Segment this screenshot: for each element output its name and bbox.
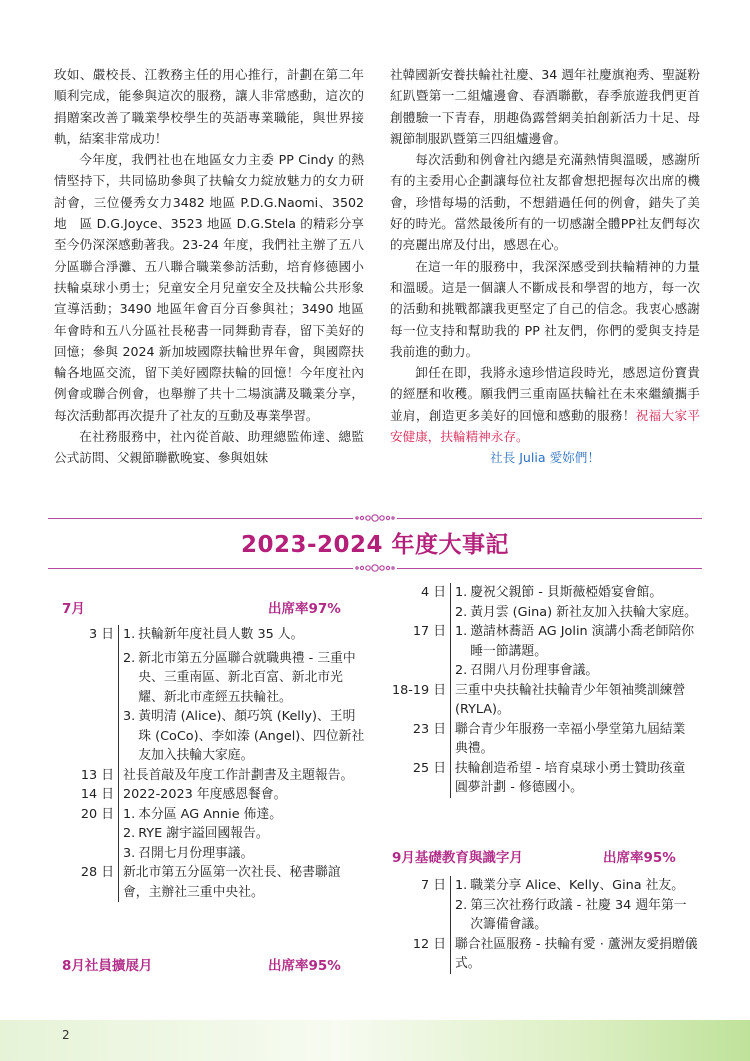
- event-item: [455, 759, 698, 798]
- event-day: 17 日: [412, 624, 446, 639]
- event-day: 4 日: [420, 585, 446, 600]
- event-row: [60, 766, 366, 786]
- item-text: RYE 謝宇謚回國報告。: [138, 826, 269, 841]
- event-day: 12 日: [412, 936, 446, 952]
- event-item: [455, 603, 698, 623]
- paragraph: 在這一年的服務中，我深深感受到扶輪精神的力量和溫暖。這是一個讓人不斷成長和學習的地方，每一次的活動和挑戰都讓我更堅定了自己的信念。我衷心感謝每一位支持和幫助我的 PP 社友們，你們的愛與支持是我前進的動力。: [390, 258, 700, 359]
- item-text: 第三次社務行政議 - 社慶 34 週年第一次籌備會議。: [470, 897, 687, 932]
- event-day: 23 日: [412, 721, 446, 737]
- event-body: [118, 863, 366, 902]
- event-day: 13 日: [80, 767, 114, 783]
- event-row: [60, 625, 366, 766]
- event-row: [60, 805, 366, 864]
- ornament-icon: [353, 558, 397, 578]
- item-number: 2.: [455, 897, 468, 913]
- closing-paragraph-text: 卸任在即，我將永遠珍惜這段時光，感恩這份寶貴的經歷和收穫。願我們三重南區扶輪社在未來繼續攜手並肩，創造更多美好的回憶和感動的服務！: [390, 365, 700, 423]
- event-body: [450, 681, 698, 720]
- event-row: [392, 759, 698, 798]
- event-row: [392, 583, 698, 622]
- event-item: [123, 766, 366, 786]
- event-item: [123, 844, 366, 864]
- item-text: 本分區 AG Annie 佈達。: [138, 806, 283, 822]
- item-number: 1.: [123, 806, 136, 822]
- event-body: [118, 805, 366, 864]
- event-row: [60, 863, 366, 902]
- item-number: 1.: [455, 624, 468, 639]
- item-text: 三重中央扶輪社扶輪青少年領袖獎訓練營 (RYLA)。: [455, 682, 686, 717]
- item-number: 3.: [123, 709, 136, 724]
- signature: 社長 Julia 愛妳們！: [490, 450, 600, 466]
- event-row: [60, 785, 366, 805]
- event-item: [455, 583, 698, 603]
- item-text: 慶祝父親節 - 貝斯薇椏婚宴會館。: [470, 585, 663, 600]
- attendance-rate-september: 出席率95%: [603, 850, 676, 866]
- closing-blessing: 祝福大家平安健康，扶輪精神永存。: [390, 407, 701, 445]
- month-heading-september: 9月基礎教育與識字月: [392, 850, 523, 866]
- event-body: [450, 720, 698, 759]
- event-item: [455, 661, 698, 681]
- item-text: 新北市第五分區聯合就職典禮 - 三重中央、三重南區、新北百富、新北市光耀、新北市產經五扶輪社。: [138, 650, 356, 705]
- item-text: 邀請林蕎語 AG Jolin 演講小喬老師陪你睡一節講題。: [470, 624, 695, 659]
- event-row: [392, 720, 698, 759]
- item-text: 新北市第五分區第一次社長、秘書聯誼會，主辦社三重中央社。: [123, 865, 341, 900]
- event-body: [450, 935, 698, 974]
- item-number: 1.: [455, 585, 468, 600]
- event-item: [123, 863, 366, 902]
- item-number: 2.: [123, 650, 136, 666]
- paragraph: 每次活動和例會社內總是充滿熱情與溫暖，感謝所有的主委用心企劃讓每位社友都會想把握每次出席的機會，珍惜每場的活動，不想錯過任何的例會，錯失了美好的時光。當然最後所有的一切感謝全體PP社友們每次的亮麗出席及付出，感恩在心。: [390, 152, 700, 253]
- event-body: [450, 622, 698, 681]
- section-title-band: [48, 508, 702, 578]
- item-text: 黃月雲 (Gina) 新社友加入扶輪大家庭。: [470, 604, 697, 620]
- event-item: [123, 785, 366, 805]
- event-item: [123, 649, 366, 708]
- event-item: [455, 935, 698, 974]
- item-text: 2022-2023 年度感恩餐會。: [123, 787, 287, 802]
- item-number: 1.: [123, 627, 136, 642]
- page-number: 2: [62, 1028, 70, 1042]
- event-item: [455, 876, 698, 896]
- ornament-icon: [353, 508, 397, 528]
- item-text: 召開八月份理事會議。: [470, 663, 599, 678]
- event-body: [450, 583, 698, 622]
- paragraph: 社韓國新安養扶輪社社慶、34 週年社慶旗袍秀、聖誕粉紅趴暨第一二組爐邊會、春酒聯歡，春季旅遊我們更首創體驗一下青春，朋趣偽露營網美拍創新活力十足、母親節制服趴暨第三四組爐邊會。: [390, 67, 700, 146]
- event-item: [123, 805, 366, 825]
- event-body: [450, 759, 698, 798]
- paragraph: 在社務服務中，社內從首敲、助理總監佈達、總監公式訪問、父親節聯歡晚宴、參與姐妹: [54, 429, 364, 466]
- item-number: 1.: [455, 878, 468, 893]
- event-body: [118, 766, 366, 786]
- right-text-column: [390, 64, 700, 469]
- paragraph: 今年度，我們社也在地區女力主委 PP Cindy 的熱情堅持下，共同協助參與了扶輪女力綻放魅力的女力研討會，三位優秀女力3482 地區 P.D.G.Naomi、3502 地 區 D.G.Joyce、3523 地區 D.G.Stela 的精彩分享至今仍深深感動著我。23-24 年度，我們社主辦了五八分區聯合淨灘、五八聯合職業參訪活動，培育修德國小扶輪桌球小勇士；兒童安全月兒童安全及扶輪公共形象宣導活動；3490 地區年會百分百參與社；3490 地區年會時和五八分區社長秘書一同舞動青春，留下美好的回憶；參與 2024 新加坡國際扶輪世界年會，與國際扶輪各地區交流，留下美好國際扶輪的回憶！今年度社內例會或聯合例會，也舉辦了共十二場演講及職業分享，每次活動都再次提升了社友的互動及專業學習。: [54, 152, 364, 423]
- item-text: 聯合社區服務 - 扶輪有愛 · 蘆洲友愛捐贈儀式。: [455, 936, 698, 971]
- event-day: 25 日: [412, 760, 446, 776]
- paragraph: 玫如、嚴校長、江教務主任的用心推行，計劃在第二年順利完成，能參與這次的服務，讓人非常感動，這次的捐贈案改善了職業學校學生的英語專業職能，與世界接軌，結案非常成功！: [54, 67, 364, 146]
- event-row: [392, 681, 698, 720]
- event-item: [123, 707, 366, 766]
- section-title: 2023-2024 年度大事記: [240, 532, 510, 558]
- item-text: 職業分享 Alice、Kelly、Gina 社友。: [470, 878, 685, 893]
- event-list-august: [392, 583, 698, 798]
- event-row: [392, 876, 698, 935]
- item-text: 扶輪創造希望 - 培育桌球小勇士贊助孩童圓夢計劃 - 修德國小。: [455, 760, 686, 795]
- event-day: 20 日: [80, 806, 114, 822]
- item-text: 黃明清 (Alice)、顏巧筑 (Kelly)、王明珠 (CoCo)、李如溱 (Angel)、四位新社友加入扶輪大家庭。: [138, 709, 365, 763]
- event-row: [392, 622, 698, 681]
- event-list-july: [60, 625, 366, 902]
- item-text: 聯合青少年服務一幸福小學堂第九屆結業典禮。: [455, 721, 686, 756]
- attendance-rate-august: 出席率95%: [268, 958, 341, 974]
- item-number: 3.: [123, 845, 136, 861]
- attendance-rate-july: 出席率97%: [268, 601, 341, 617]
- event-item: [455, 681, 698, 720]
- event-day: 14 日: [80, 787, 114, 802]
- event-day: 18-19 日: [392, 682, 447, 698]
- item-text: 扶輪新年度社員人數 35 人。: [138, 627, 304, 642]
- item-number: 2.: [455, 604, 468, 620]
- event-item: [455, 622, 698, 661]
- event-row: [392, 935, 698, 974]
- event-body: [118, 625, 366, 766]
- item-number: 2.: [455, 663, 468, 678]
- left-text-column: [54, 64, 364, 469]
- event-item: [123, 824, 366, 844]
- event-day: 28 日: [80, 865, 114, 880]
- item-text: 社長首敲及年度工作計劃書及主題報告。: [123, 767, 354, 783]
- month-heading-august: 8月社員擴展月: [62, 958, 153, 974]
- paragraph: [390, 362, 700, 447]
- item-text: 召開七月份理事議。: [138, 845, 254, 861]
- event-item: [123, 625, 366, 645]
- item-number: 2.: [123, 826, 136, 841]
- event-body: [118, 785, 366, 805]
- event-body: [450, 876, 698, 935]
- event-list-september: [392, 876, 698, 974]
- month-heading-july: 7月: [62, 601, 85, 617]
- footer-gradient-band: [0, 1020, 750, 1061]
- event-item: [455, 720, 698, 759]
- event-day: 7 日: [420, 878, 446, 893]
- event-day: 3 日: [88, 627, 114, 642]
- event-item: [455, 896, 698, 935]
